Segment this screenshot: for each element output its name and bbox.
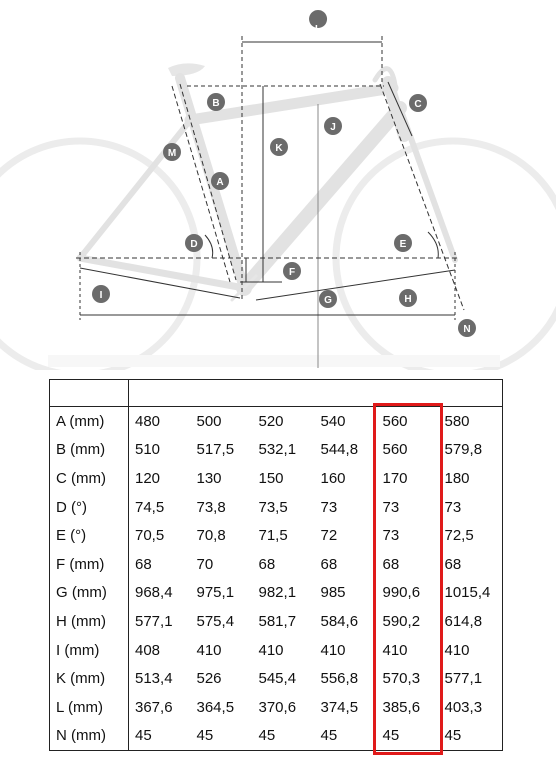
svg-text:N: N: [463, 324, 471, 335]
table-cell: 68: [320, 555, 338, 573]
table-cell: 985: [320, 584, 346, 602]
table-cell: 990,6: [382, 584, 421, 602]
header-size-cell: [191, 380, 253, 407]
table-cell: 544,8: [320, 441, 359, 459]
table-cell: 581,7: [258, 612, 297, 630]
table-row: [50, 550, 503, 579]
table-cell: 45: [382, 727, 400, 745]
svg-text:H: H: [404, 294, 412, 305]
bike-frame: [80, 63, 455, 300]
svg-text:G: G: [324, 295, 332, 306]
table-cell: 590,2: [382, 612, 421, 630]
table-cell: 513,4: [135, 670, 173, 688]
table-cell: 408: [135, 641, 161, 659]
table-body: [50, 407, 503, 751]
row-label: C (mm): [50, 464, 129, 493]
table-cell: 410: [320, 641, 346, 659]
table-cell: 500: [196, 412, 222, 430]
table-cell: 73: [382, 498, 400, 516]
front-wheel: [336, 141, 556, 370]
table-cell: 556,8: [320, 670, 359, 688]
table-cell: 410: [444, 641, 470, 659]
table-row: [50, 607, 503, 636]
svg-text:E: E: [399, 239, 407, 250]
svg-text:C: C: [414, 99, 422, 110]
ground-shadow: [48, 355, 500, 367]
table-cell: 72: [320, 527, 338, 545]
table-cell: 410: [196, 641, 222, 659]
bike-geometry-diagram: [0, 0, 556, 370]
rear-wheel: [0, 141, 197, 370]
table-cell: 575,4: [196, 612, 235, 630]
table-cell: 560: [382, 412, 408, 430]
table-cell: 526: [196, 670, 222, 688]
table-cell: 68: [382, 555, 400, 573]
table-cell: 540: [320, 412, 346, 430]
table-cell: 580: [444, 412, 470, 430]
row-label: K (mm): [50, 664, 129, 693]
table-cell: 45: [135, 727, 152, 745]
table-cell: 577,1: [444, 670, 483, 688]
table-cell: 150: [258, 469, 284, 487]
table-cell: 364,5: [196, 698, 235, 716]
table-cell: 73: [382, 527, 400, 545]
marker-k: [270, 138, 288, 156]
header-size-cell: [253, 380, 315, 407]
table-cell: 370,6: [258, 698, 297, 716]
marker-b: [207, 93, 225, 111]
svg-text:I: I: [99, 290, 103, 301]
table-cell: 70: [196, 555, 214, 573]
table-cell: 570,3: [382, 670, 421, 688]
table-cell: 510: [135, 441, 161, 459]
table-cell: 70,8: [196, 527, 226, 545]
row-label: A (mm): [50, 407, 129, 436]
table-cell: 545,4: [258, 670, 297, 688]
table-row: [50, 693, 503, 722]
table-cell: 45: [258, 727, 276, 745]
table-row: [50, 493, 503, 522]
table-cell: 614,8: [444, 612, 483, 630]
svg-text:F: F: [288, 267, 296, 278]
table-row: [50, 664, 503, 693]
table-row: [50, 636, 503, 665]
table-cell: 520: [258, 412, 284, 430]
header-size-cell: [439, 380, 503, 407]
header-size-cell: [129, 380, 191, 407]
table-cell: 45: [444, 727, 462, 745]
table-cell: 480: [135, 412, 161, 430]
row-label: E (°): [50, 521, 129, 550]
table-cell: 73,8: [196, 498, 226, 516]
svg-text:J: J: [330, 122, 336, 133]
table-cell: 68: [258, 555, 276, 573]
table-row: [50, 464, 503, 493]
row-label: L (mm): [50, 693, 129, 722]
marker-a: [211, 172, 229, 190]
table-cell: 120: [135, 469, 161, 487]
dimension-lines: [76, 36, 464, 368]
table-cell: 975,1: [196, 584, 235, 602]
table-cell: 579,8: [444, 441, 483, 459]
table-cell: 968,4: [135, 584, 173, 602]
marker-f: [283, 262, 301, 280]
table-cell: 517,5: [196, 441, 235, 459]
marker-e: [394, 234, 412, 252]
table-cell: 180: [444, 469, 470, 487]
table-cell: 584,6: [320, 612, 359, 630]
svg-text:M: M: [167, 148, 177, 159]
table-cell: 73: [320, 498, 338, 516]
row-label: N (mm): [50, 722, 129, 751]
table-cell: 74,5: [135, 498, 165, 516]
table-cell: 68: [135, 555, 152, 573]
svg-text:B: B: [212, 98, 220, 109]
table-cell: 130: [196, 469, 222, 487]
row-label: D (°): [50, 493, 129, 522]
marker-d: [185, 234, 203, 252]
table-header-row: [50, 380, 503, 407]
table-cell: 73,5: [258, 498, 288, 516]
table-row: [50, 407, 503, 436]
svg-text:L: L: [314, 24, 322, 35]
header-size-cell: [315, 380, 377, 407]
table-cell: 45: [320, 727, 338, 745]
table-row: [50, 722, 503, 751]
table-cell: 70,5: [135, 527, 165, 545]
table-cell: 403,3: [444, 698, 483, 716]
geometry-table: [49, 379, 503, 751]
table-row: [50, 436, 503, 465]
table-cell: 982,1: [258, 584, 297, 602]
table-cell: 577,1: [135, 612, 173, 630]
marker-m: [163, 143, 181, 161]
geometry-table-container: [49, 379, 502, 753]
table-cell: 45: [196, 727, 214, 745]
row-label: G (mm): [50, 579, 129, 608]
table-cell: 367,6: [135, 698, 173, 716]
table-row: [50, 579, 503, 608]
table-row: [50, 521, 503, 550]
table-cell: 1015,4: [444, 584, 491, 602]
table-cell: 410: [382, 641, 408, 659]
marker-i: [92, 285, 110, 303]
marker-g: [319, 290, 337, 308]
row-label: H (mm): [50, 607, 129, 636]
header-size-cell: [377, 380, 439, 407]
table-cell: 71,5: [258, 527, 288, 545]
svg-text:K: K: [275, 143, 283, 154]
table-cell: 410: [258, 641, 284, 659]
marker-j: [324, 117, 342, 135]
table-cell: 72,5: [444, 527, 474, 545]
marker-c: [409, 94, 427, 112]
marker-l: [309, 10, 327, 35]
svg-text:A: A: [216, 177, 224, 188]
table-cell: 68: [444, 555, 462, 573]
table-cell: 374,5: [320, 698, 359, 716]
table-cell: 160: [320, 469, 346, 487]
header-label-cell: [50, 380, 129, 407]
marker-h: [399, 289, 417, 307]
table-cell: 73: [444, 498, 462, 516]
table-cell: 532,1: [258, 441, 297, 459]
row-label: B (mm): [50, 436, 129, 465]
table-cell: 385,6: [382, 698, 421, 716]
svg-text:D: D: [190, 239, 198, 250]
row-label: F (mm): [50, 550, 129, 579]
table-cell: 170: [382, 469, 408, 487]
marker-n: [458, 319, 476, 337]
table-cell: 560: [382, 441, 408, 459]
row-label: I (mm): [50, 636, 129, 665]
